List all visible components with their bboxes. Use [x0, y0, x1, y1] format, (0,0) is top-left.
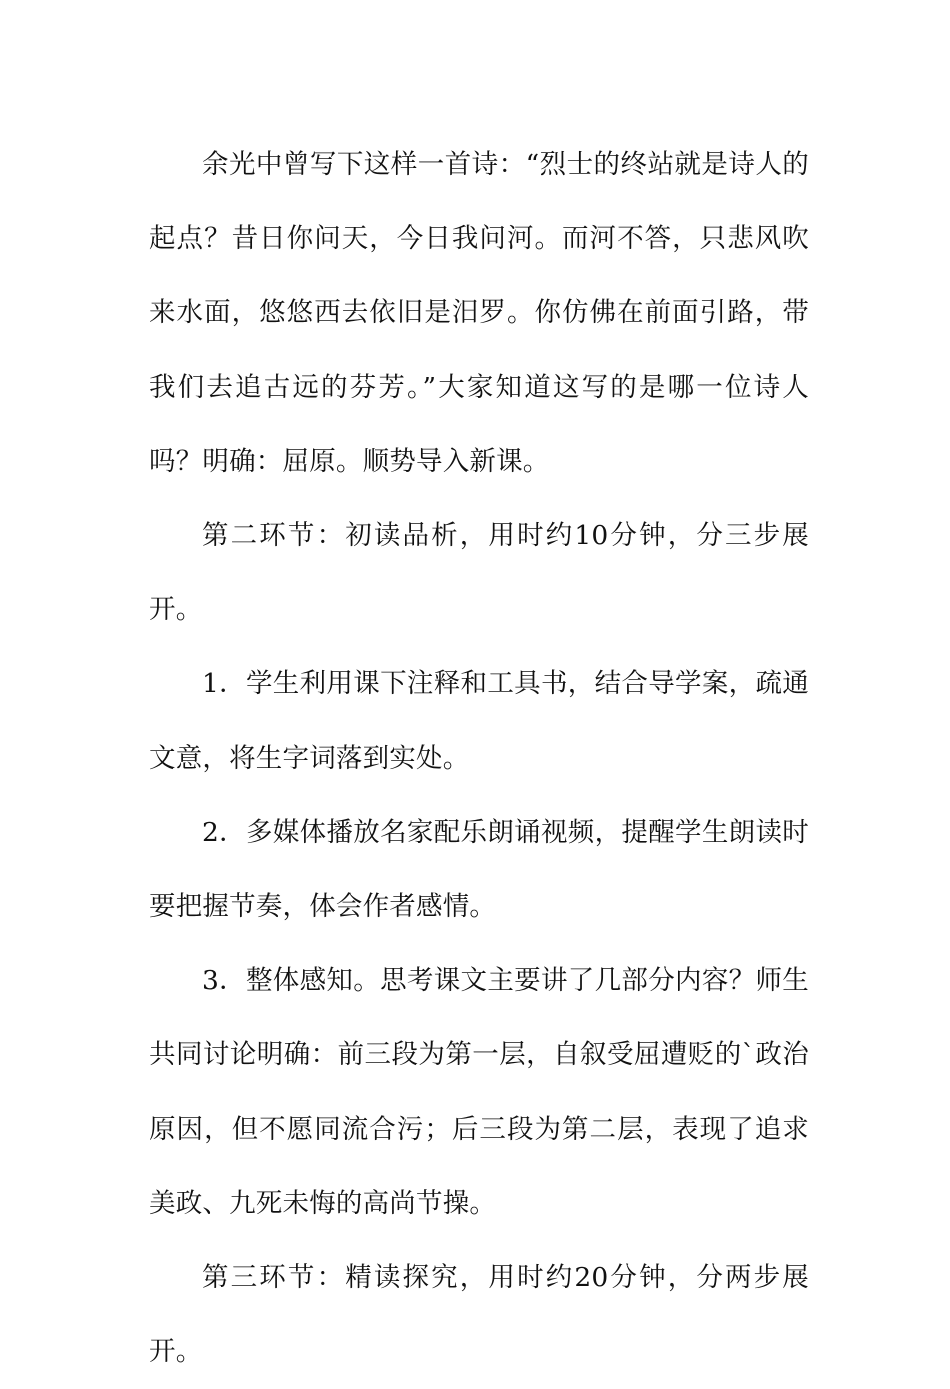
paragraph-step-2: 2．多媒体播放名家配乐朗诵视频，提醒学生朗读时要把握节奏，体会作者感情。 [149, 816, 809, 923]
paragraph-step-3: 3．整体感知。思考课文主要讲了几部分内容？师生共同讨论明确：前三段为第一层，自叙受屈遭贬的`政治原因，但不愿同流合污；后三段为第二层，表现了追求美政、九死未悔的高尚节操。 [149, 965, 809, 1219]
paragraph-intro-poem: 余光中曾写下这样一首诗：“烈士的终站就是诗人的起点？昔日你问天，今日我问河。而河不答，只悲风吹来水面，悠悠西去依旧是汨罗。你仿佛在前面引路，带我们去追古远的芬芳。”大家知道这写的是哪一位诗人吗？明确：屈原。顺势导入新课。 [149, 149, 809, 477]
paragraph-third-stage: 第三环节：精读探究，用时约20分钟，分两步展开。 [149, 1262, 809, 1368]
document-body [149, 128, 809, 1389]
paragraph-step-1: 1．学生利用课下注释和工具书，结合导学案，疏通文意，将生字词落到实处。 [149, 668, 809, 774]
paragraph-second-stage: 第二环节：初读品析，用时约10分钟，分三步展开。 [149, 520, 809, 626]
